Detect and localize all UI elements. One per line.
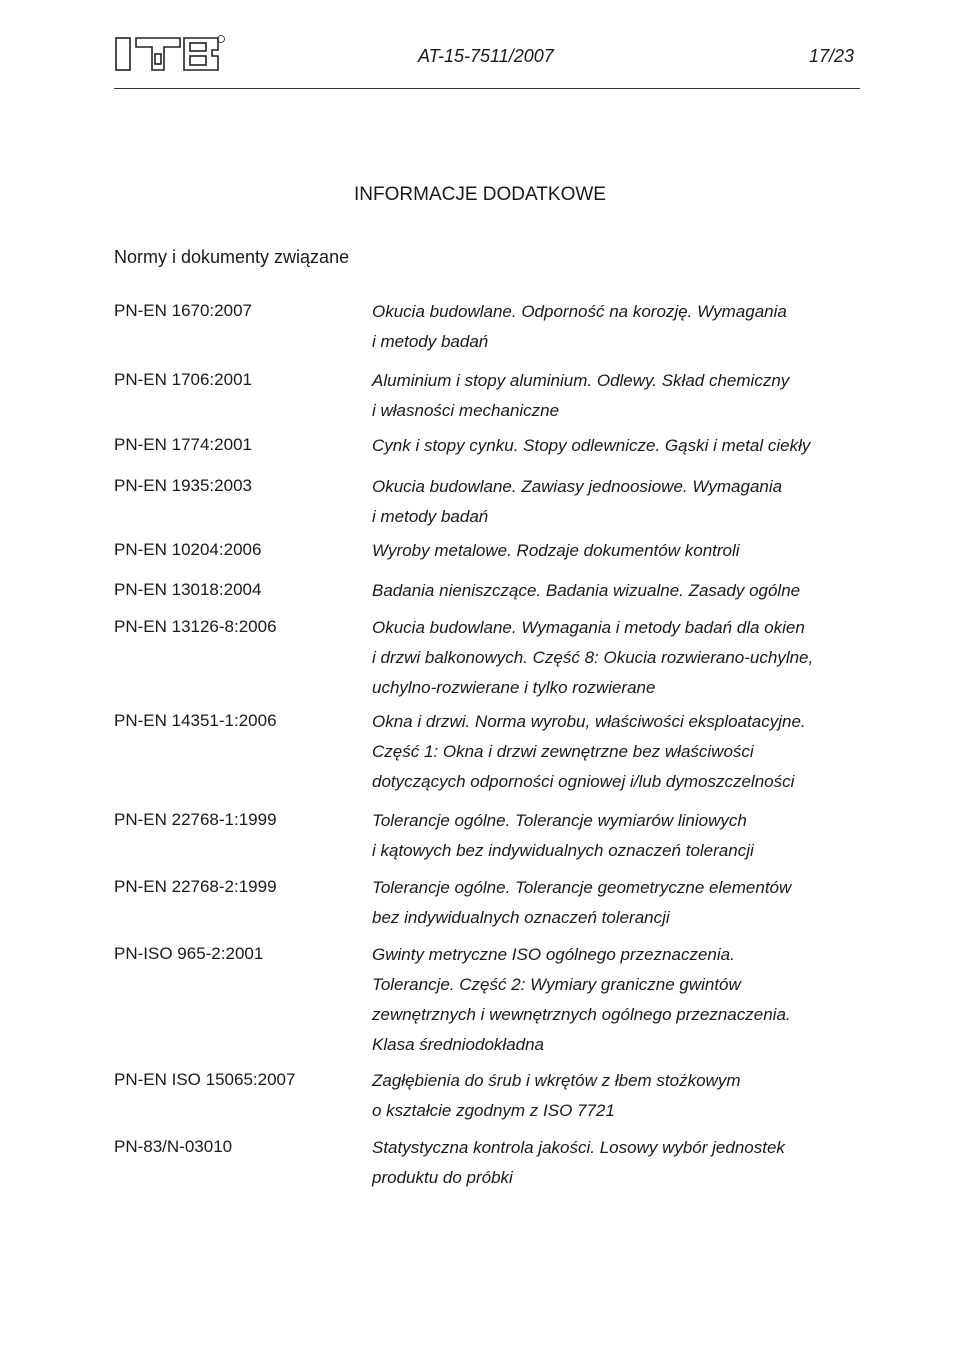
description-line: Badania nieniszczące. Badania wizualne. Zasady ogólne (372, 581, 801, 600)
standard-code: PN-EN 10204:2006 (114, 540, 262, 559)
description-line: zewnętrznych i wewnętrznych ogólnego przeznaczenia. (372, 1005, 791, 1024)
description-line: i metody badań (372, 507, 489, 526)
standard-description (372, 940, 842, 1060)
description-line: bez indywidualnych oznaczeń tolerancji (372, 908, 670, 927)
standard-description (372, 536, 842, 566)
standard-code: PN-83/N-03010 (114, 1137, 233, 1156)
description-line: i kątowych bez indywidualnych oznaczeń tolerancji (372, 841, 754, 860)
description-line: uchylno-rozwierane i tylko rozwierane (372, 678, 656, 697)
document-number: AT-15-7511/2007 (418, 46, 554, 66)
standard-code: PN-EN 1706:2001 (114, 370, 252, 389)
section-title: INFORMACJE DODATKOWE (354, 184, 606, 205)
standard-code: PN-EN 1774:2001 (114, 435, 252, 454)
description-line: i własności mechaniczne (372, 401, 560, 420)
description-line: Część 1: Okna i drzwi zewnętrzne bez właściwości (372, 742, 754, 761)
standard-code: PN-EN 22768-2:1999 (114, 877, 277, 896)
description-line: Cynk i stopy cynku. Stopy odlewnicze. Gąski i metal ciekły (372, 436, 811, 455)
itb-logo-icon (114, 34, 226, 72)
header-divider (114, 88, 860, 89)
standard-code: PN-EN 14351-1:2006 (114, 711, 277, 730)
description-line: Okucia budowlane. Wymagania i metody badań dla okien (372, 618, 805, 637)
description-line: Okucia budowlane. Zawiasy jednoosiowe. Wymagania (372, 477, 783, 496)
description-line: dotyczących odporności ogniowej i/lub dymoszczelności (372, 772, 795, 791)
description-line: Klasa średniodokładna (372, 1035, 545, 1054)
standard-description (372, 431, 842, 461)
standard-code: PN-EN 22768-1:1999 (114, 810, 277, 829)
description-line: Okucia budowlane. Odporność na korozję. Wymagania (372, 302, 787, 321)
standard-description (372, 366, 842, 426)
description-line: Tolerancje. Część 2: Wymiary graniczne gwintów (372, 975, 741, 994)
standard-description (372, 873, 842, 933)
description-line: Tolerancje ogólne. Tolerancje wymiarów liniowych (372, 811, 747, 830)
standard-description (372, 1066, 842, 1126)
description-line: i metody badań (372, 332, 489, 351)
description-line: Zagłębienia do śrub i wkrętów z łbem stożkowym (372, 1071, 741, 1090)
description-line: i drzwi balkonowych. Część 8: Okucia rozwierano-uchylne, (372, 648, 814, 667)
description-line: Wyroby metalowe. Rodzaje dokumentów kontroli (372, 541, 740, 560)
standard-description (372, 707, 842, 797)
description-line: o kształcie zgodnym z ISO 7721 (372, 1101, 615, 1120)
page-header (114, 28, 860, 90)
standard-description (372, 613, 842, 703)
standard-code: PN-EN 1935:2003 (114, 476, 252, 495)
standard-description (372, 1133, 842, 1193)
standard-code: PN-EN 13126-8:2006 (114, 617, 277, 636)
description-line: Gwinty metryczne ISO ogólnego przeznaczenia. (372, 945, 735, 964)
description-line: produktu do próbki (372, 1168, 513, 1187)
standard-description (372, 806, 842, 866)
standard-description (372, 576, 842, 606)
description-line: Statystyczna kontrola jakości. Losowy wybór jednostek (372, 1138, 785, 1157)
section-subtitle: Normy i dokumenty związane (114, 247, 350, 267)
page-number: 17/23 (808, 46, 854, 66)
standard-code: PN-EN 1670:2007 (114, 301, 252, 320)
standard-code: PN-EN 13018:2004 (114, 580, 262, 599)
standard-code: PN-ISO 965-2:2001 (114, 944, 264, 963)
description-line: Aluminium i stopy aluminium. Odlewy. Skład chemiczny (372, 371, 790, 390)
standard-description (372, 297, 842, 357)
standard-description (372, 472, 842, 532)
description-line: Okna i drzwi. Norma wyrobu, właściwości eksploatacyjne. (372, 712, 806, 731)
standard-code: PN-EN ISO 15065:2007 (114, 1070, 296, 1089)
description-line: Tolerancje ogólne. Tolerancje geometryczne elementów (372, 878, 792, 897)
